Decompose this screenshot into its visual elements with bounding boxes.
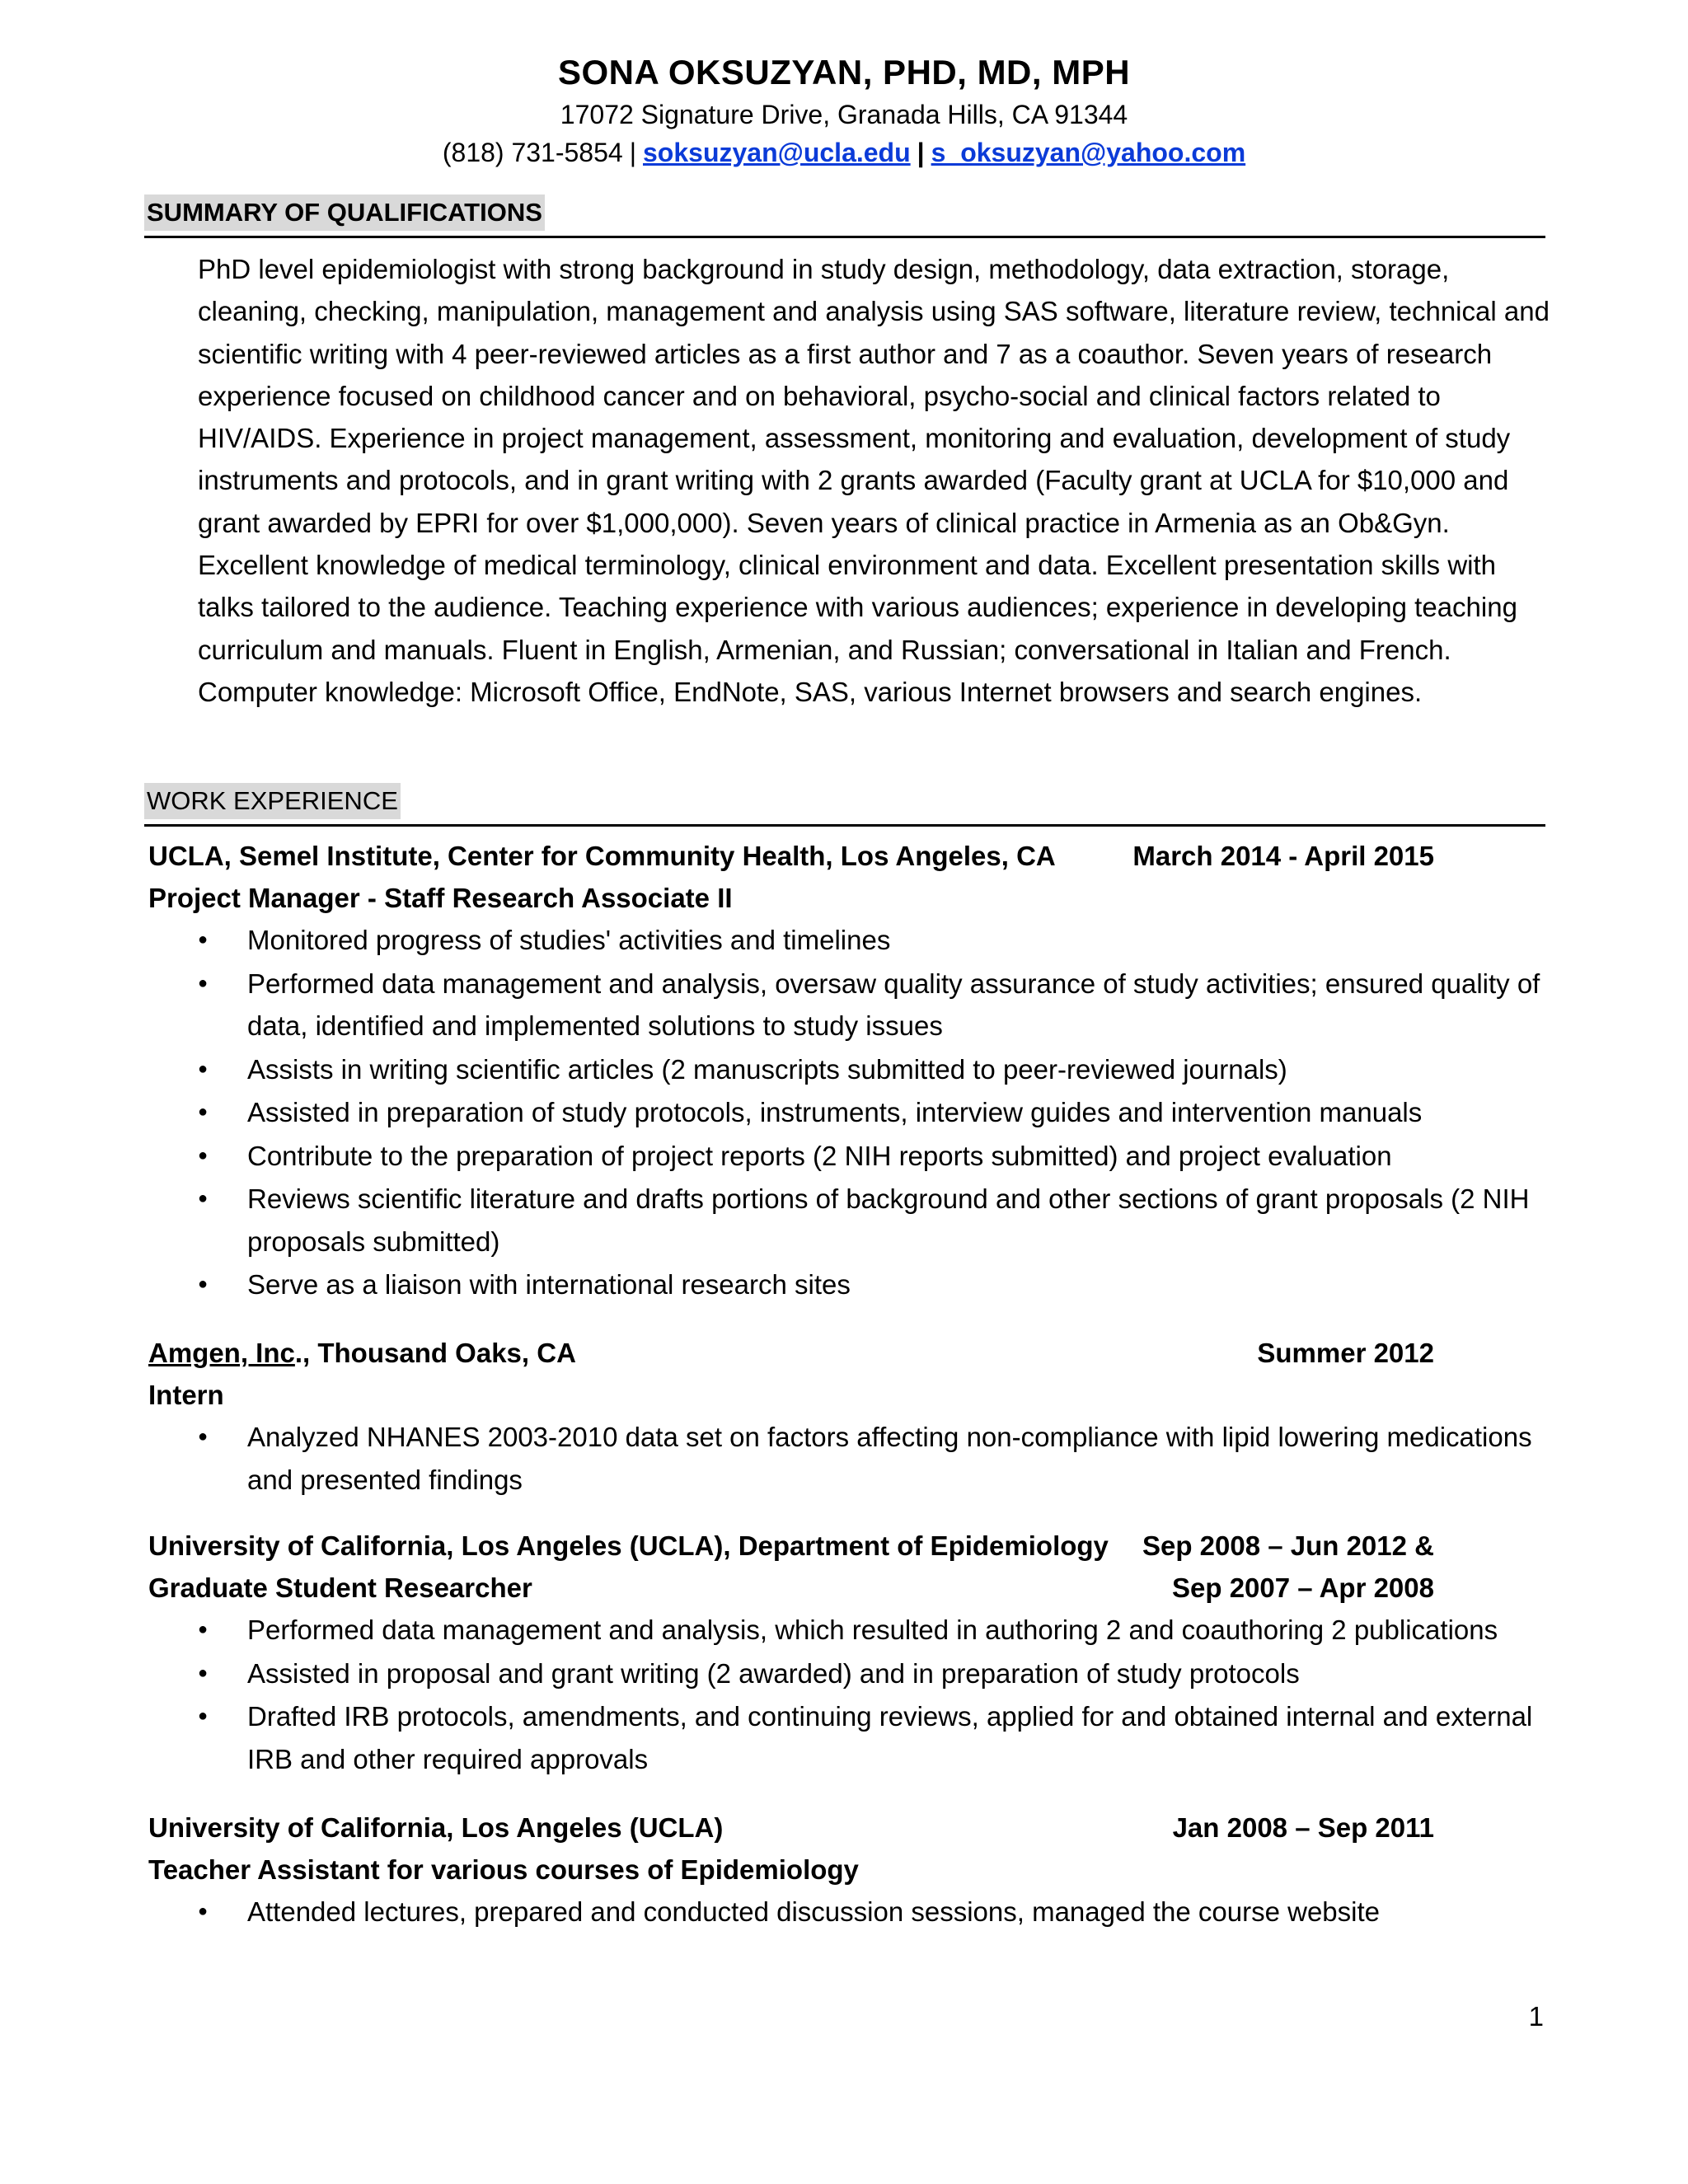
job-org-underlined: Amgen, Inc bbox=[148, 1338, 295, 1368]
job-bullets bbox=[148, 1609, 1550, 1780]
job-dates: Jan 2008 – Sep 2011 bbox=[1172, 1812, 1434, 1843]
job-entry-ucla-epidemiology bbox=[148, 1525, 1550, 1781]
list-item: ● Monitored progress of studies' activities and timelines bbox=[148, 919, 1550, 962]
contact-separator: | bbox=[629, 138, 636, 167]
work-experience-heading bbox=[144, 783, 1545, 827]
job-dates: March 2014 - April 2015 bbox=[1132, 841, 1434, 871]
job-title: Graduate Student Researcher bbox=[148, 1572, 532, 1603]
job-entry-ucla-teaching bbox=[148, 1807, 1550, 1934]
job-org-line bbox=[148, 1525, 1550, 1567]
list-item: ● Reviews scientific literature and drafts portions of background and other sections of grant proposals (2 NIH proposals submitted) bbox=[148, 1178, 1550, 1263]
job-title-line bbox=[148, 1849, 1550, 1891]
page-number: 1 bbox=[1528, 2001, 1544, 2032]
contact-separator: | bbox=[917, 138, 925, 167]
job-title-line bbox=[148, 1567, 1550, 1609]
email-link-yahoo[interactable]: s_oksuzyan@yahoo.com bbox=[931, 138, 1246, 167]
job-org-rest: ., Thousand Oaks, CA bbox=[294, 1338, 576, 1368]
job-title: Project Manager - Staff Research Associate II bbox=[148, 883, 733, 913]
job-title: Teacher Assistant for various courses of Epidemiology bbox=[148, 1854, 859, 1885]
job-org-line bbox=[148, 1807, 1550, 1849]
job-entry-amgen bbox=[148, 1332, 1550, 1502]
job-bullets bbox=[148, 919, 1550, 1306]
job-bullets bbox=[148, 1891, 1550, 1933]
phone-number: (818) 731-5854 bbox=[442, 138, 623, 167]
resume-header bbox=[0, 49, 1688, 171]
job-title: Intern bbox=[148, 1380, 224, 1410]
job-org: UCLA, Semel Institute, Center for Community Health, Los Angeles, CA bbox=[148, 841, 1056, 871]
job-org-line bbox=[148, 835, 1550, 877]
candidate-name: SONA OKSUZYAN, PHD, MD, MPH bbox=[557, 53, 1131, 91]
list-item: ● Attended lectures, prepared and conducted discussion sessions, managed the course website bbox=[148, 1891, 1550, 1933]
job-org: University of California, Los Angeles (UCLA), Department of Epidemiology bbox=[148, 1530, 1109, 1561]
candidate-address: 17072 Signature Drive, Granada Hills, CA 91344 bbox=[560, 100, 1128, 129]
work-experience-heading-text: WORK EXPERIENCE bbox=[144, 783, 401, 819]
job-dates: Sep 2008 – Jun 2012 & bbox=[1142, 1530, 1434, 1561]
job-dates: Summer 2012 bbox=[1257, 1338, 1434, 1368]
job-dates-second: Sep 2007 – Apr 2008 bbox=[1172, 1572, 1434, 1603]
summary-heading-text: SUMMARY OF QUALIFICATIONS bbox=[144, 194, 545, 231]
job-org: University of California, Los Angeles (UCLA) bbox=[148, 1812, 724, 1843]
list-item: ● Analyzed NHANES 2003-2010 data set on factors affecting non-compliance with lipid lowering medications and presented findings bbox=[148, 1416, 1550, 1501]
list-item: ● Assists in writing scientific articles (2 manuscripts submitted to peer-reviewed journals) bbox=[148, 1048, 1550, 1091]
list-item: ● Assisted in proposal and grant writing (2 awarded) and in preparation of study protocols bbox=[148, 1652, 1550, 1695]
job-title-line bbox=[148, 877, 1550, 919]
summary-heading bbox=[144, 194, 1545, 238]
list-item: ● Contribute to the preparation of project reports (2 NIH reports submitted) and project evaluation bbox=[148, 1135, 1550, 1178]
list-item: ● Assisted in preparation of study protocols, instruments, interview guides and intervention manuals bbox=[148, 1091, 1550, 1134]
contact-line bbox=[0, 134, 1688, 171]
email-link-ucla[interactable]: soksuzyan@ucla.edu bbox=[643, 138, 911, 167]
list-item: ● Performed data management and analysis, oversaw quality assurance of study activities; ensured quality of data, identified and implemented solutions to study issues bbox=[148, 963, 1550, 1047]
list-item: ● Serve as a liaison with international research sites bbox=[148, 1263, 1550, 1306]
job-title-line bbox=[148, 1374, 1550, 1416]
job-entry-ucla-semel bbox=[148, 835, 1550, 1307]
list-item: ● Drafted IRB protocols, amendments, and continuing reviews, applied for and obtained internal and external IRB and other required approvals bbox=[148, 1695, 1550, 1780]
job-org-line bbox=[148, 1332, 1550, 1374]
list-item: ● Performed data management and analysis, which resulted in authoring 2 and coauthoring 2 publications bbox=[148, 1609, 1550, 1652]
summary-paragraph: PhD level epidemiologist with strong background in study design, methodology, data extraction, storage, cleaning, checking, manipulation, management and analysis using SAS software, literature review, technical and scientific writing with 4 peer-reviewed articles as a first author and 7 as a coauthor. Seven years of research experience focused on childhood cancer and on behavioral, psycho-social and clinical factors related to HIV/AIDS. Experience in project management, assessment, monitoring and evaluation, development of study instruments and protocols, and in grant writing with 2 grants awarded (Faculty grant at UCLA for $10,000 and grant awarded by EPRI for over $1,000,000). Seven years of clinical practice in Armenia as an Ob&Gyn. Excellent knowledge of medical terminology, clinical environment and data. Excellent presentation skills with talks tailored to the audience. Teaching experience with various audiences; experience in developing teaching curriculum and manuals. Fluent in English, Armenian, and Russian; conversational in Italian and French. Computer knowledge: Microsoft Office, EndNote, SAS, various Internet browsers and search engines. bbox=[198, 254, 1550, 707]
job-bullets bbox=[148, 1416, 1550, 1501]
